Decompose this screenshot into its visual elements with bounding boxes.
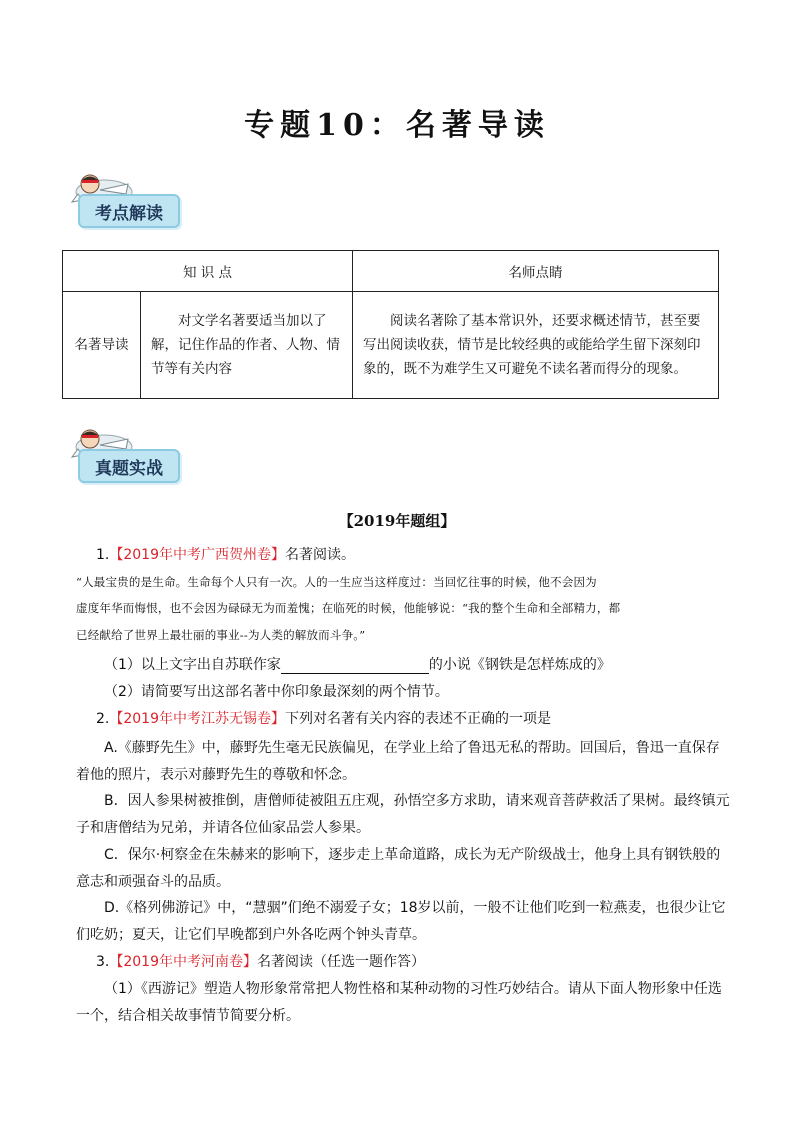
quote-line: 已经献给了世界上最壮丽的事业--为人类的解放而斗争。”	[76, 628, 366, 642]
table-cell-tip: 阅读名著除了基本常识外，还要求概述情节，甚至要写出阅读收获，情节是比较经典的或能给学生留下深刻印象的，既不为难学生又可避免不读名著而得分的现象。	[353, 292, 719, 399]
question-source: 【2019年中考河南卷】	[109, 954, 257, 970]
sub-question: （2）请简要写出这部名著中你印象最深刻的两个情节。	[104, 684, 449, 700]
sub-question: （1）以上文字出自苏联作家 的小说《钢铁是怎样炼成的》	[104, 657, 611, 673]
sub-question: （1）《西游记》塑造人物形象常常把人物性格和某种动物的习性巧妙结合。请从下面人物形象中任选	[104, 981, 722, 997]
question-2-header: 2.【2019年中考江苏无锡卷】下列对名著有关内容的表述不正确的一项是	[96, 711, 551, 727]
option-a: A.《藤野先生》中，藤野先生毫无民族偏见，在学业上给了鲁迅无私的帮助。回国后，鲁迅一直保存	[104, 740, 720, 756]
section-badge-real-exam	[66, 427, 206, 489]
question-1-header: 1.【2019年中考广西贺州卷】名著阅读。	[96, 547, 355, 563]
badge-label: 考点解读	[95, 204, 163, 224]
page-title: 专题10：名著导读	[244, 108, 550, 143]
question-source: 【2019年中考江苏无锡卷】	[109, 711, 285, 727]
answer-blank[interactable]	[281, 659, 429, 674]
quote-line: “人最宝贵的是生命。生命每个人只有一次。人的一生应当这样度过：当回忆往事的时候，他不会因为	[76, 575, 597, 589]
question-source: 【2019年中考广西贺州卷】	[109, 547, 285, 563]
table-header-knowledge: 知 识 点	[63, 251, 353, 292]
question-3-header: 3.【2019年中考河南卷】名著阅读（任选一题作答）	[96, 954, 425, 970]
knowledge-table	[62, 250, 719, 399]
sub-question-cont: 一个，结合相关故事情节简要分析。	[76, 1008, 300, 1024]
badge-label: 真题实战	[95, 459, 163, 479]
option-d-cont: 们吃奶；夏天，让它们早晚都到户外各吃两个钟头青草。	[76, 927, 426, 943]
option-a-cont: 着他的照片，表示对藤野先生的尊敬和怀念。	[76, 767, 356, 783]
option-b: B．因人参果树被推倒，唐僧师徒被阻五庄观，孙悟空多方求助，请来观音菩萨救活了果树。最终镇元	[104, 793, 730, 809]
table-header-tips: 名师点睛	[353, 251, 719, 292]
section-badge-exam-points	[66, 172, 206, 234]
quote-line: 虚度年华而悔恨，也不会因为碌碌无为而羞愧；在临死的时候，他能够说：“我的整个生命和全部精力，都	[76, 601, 621, 615]
table-cell-topic: 名著导读	[63, 292, 141, 399]
option-c: C．保尔·柯察金在朱赫来的影响下，逐步走上革命道路，成长为无产阶级战士，他身上具有钢铁般的	[104, 847, 721, 863]
table-cell-knowledge: 对文学名著要适当加以了解，记住作品的作者、人物、情节等有关内容	[141, 292, 353, 399]
option-d: D.《格列佛游记》中，“慧骃”们绝不溺爱子女；18岁以前，一般不让他们吃到一粒燕麦，也很少让它	[104, 900, 726, 916]
option-b-cont: 子和唐僧结为兄弟，并请各位仙家品尝人参果。	[76, 820, 370, 836]
option-c-cont: 意志和顽强奋斗的品质。	[76, 874, 230, 890]
group-title: 【2019年题组】	[338, 512, 456, 530]
